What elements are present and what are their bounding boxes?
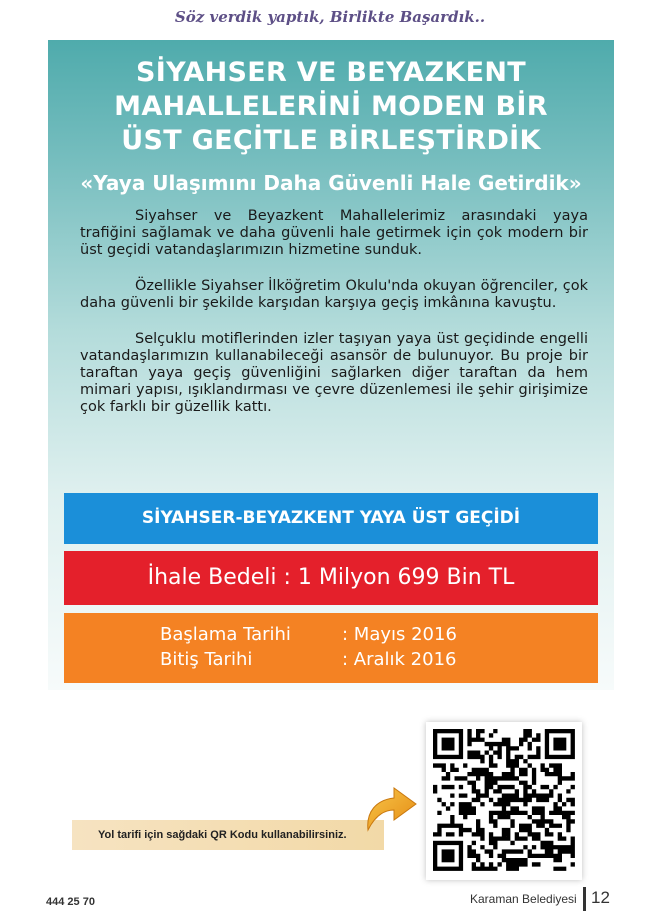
qr-code-icon [433,729,575,873]
title-line-2: MAHALLELERİNİ MODEN BİR [114,91,548,122]
paragraph-2: Özellikle Siyahser İlköğretim Okulu'nda okuyan öğrenciler, çok daha güvenli bir şekilde karşıdan karşıya geçiş imkânına kavuştu. [80,278,588,311]
footer-separator [583,887,586,911]
curved-arrow-icon [360,778,420,834]
paragraph-1: Siyahser ve Beyazkent Mahallelerimiz arasındaki yaya trafiğini sağlamak ve daha güvenli hale getirmek için çok modern bir üst geçidi vatandaşlarımızın hizmetine sunduk. [80,208,588,258]
start-date-value: : Mayıs 2016 [342,624,457,645]
qr-code[interactable] [426,722,582,880]
qr-note: Yol tarifi için sağdaki QR Kodu kullanabilirsiniz. [72,820,384,850]
article-title [48,56,614,158]
end-date-label: Bitiş Tarihi [160,649,253,670]
tender-banner: İhale Bedeli : 1 Milyon 699 Bin TL [64,551,598,605]
page-number: 12 [591,888,610,907]
project-name-banner: SİYAHSER-BEYAZKENT YAYA ÜST GEÇİDİ [64,493,598,544]
start-date-row [160,624,457,645]
footer-organization: Karaman Belediyesi [470,892,577,906]
end-date-row [160,649,457,670]
paragraph-3: Selçuklu motiflerinden izler taşıyan yaya üst geçidinde engelli vatandaşlarımızın kullanabileceği asansör de bulunuyor. Bu proje bir taraftan yaya geçiş güvenliğini sağlarken diğer taraftan da hem mimari yapısı, ışıklandırması ve çevre düzenlemesi ile şehir girişimize çok farklı bir güzellik kattı. [80,331,588,415]
article-subtitle: «Yaya Ulaşımını Daha Güvenli Hale Getirdik» [80,171,582,195]
article-body [80,208,588,435]
end-date-value: : Aralık 2016 [342,649,457,670]
title-line-1: SİYAHSER VE BEYAZKENT [136,57,526,88]
dates-banner [64,613,598,683]
footer-phone: 444 25 70 [46,896,95,908]
header-slogan: Söz verdik yaptık, Birlikte Başardık.. [174,8,486,26]
start-date-label: Başlama Tarihi [160,624,291,645]
title-line-3: ÜST GEÇİTLE BİRLEŞTİRDİK [121,125,541,156]
